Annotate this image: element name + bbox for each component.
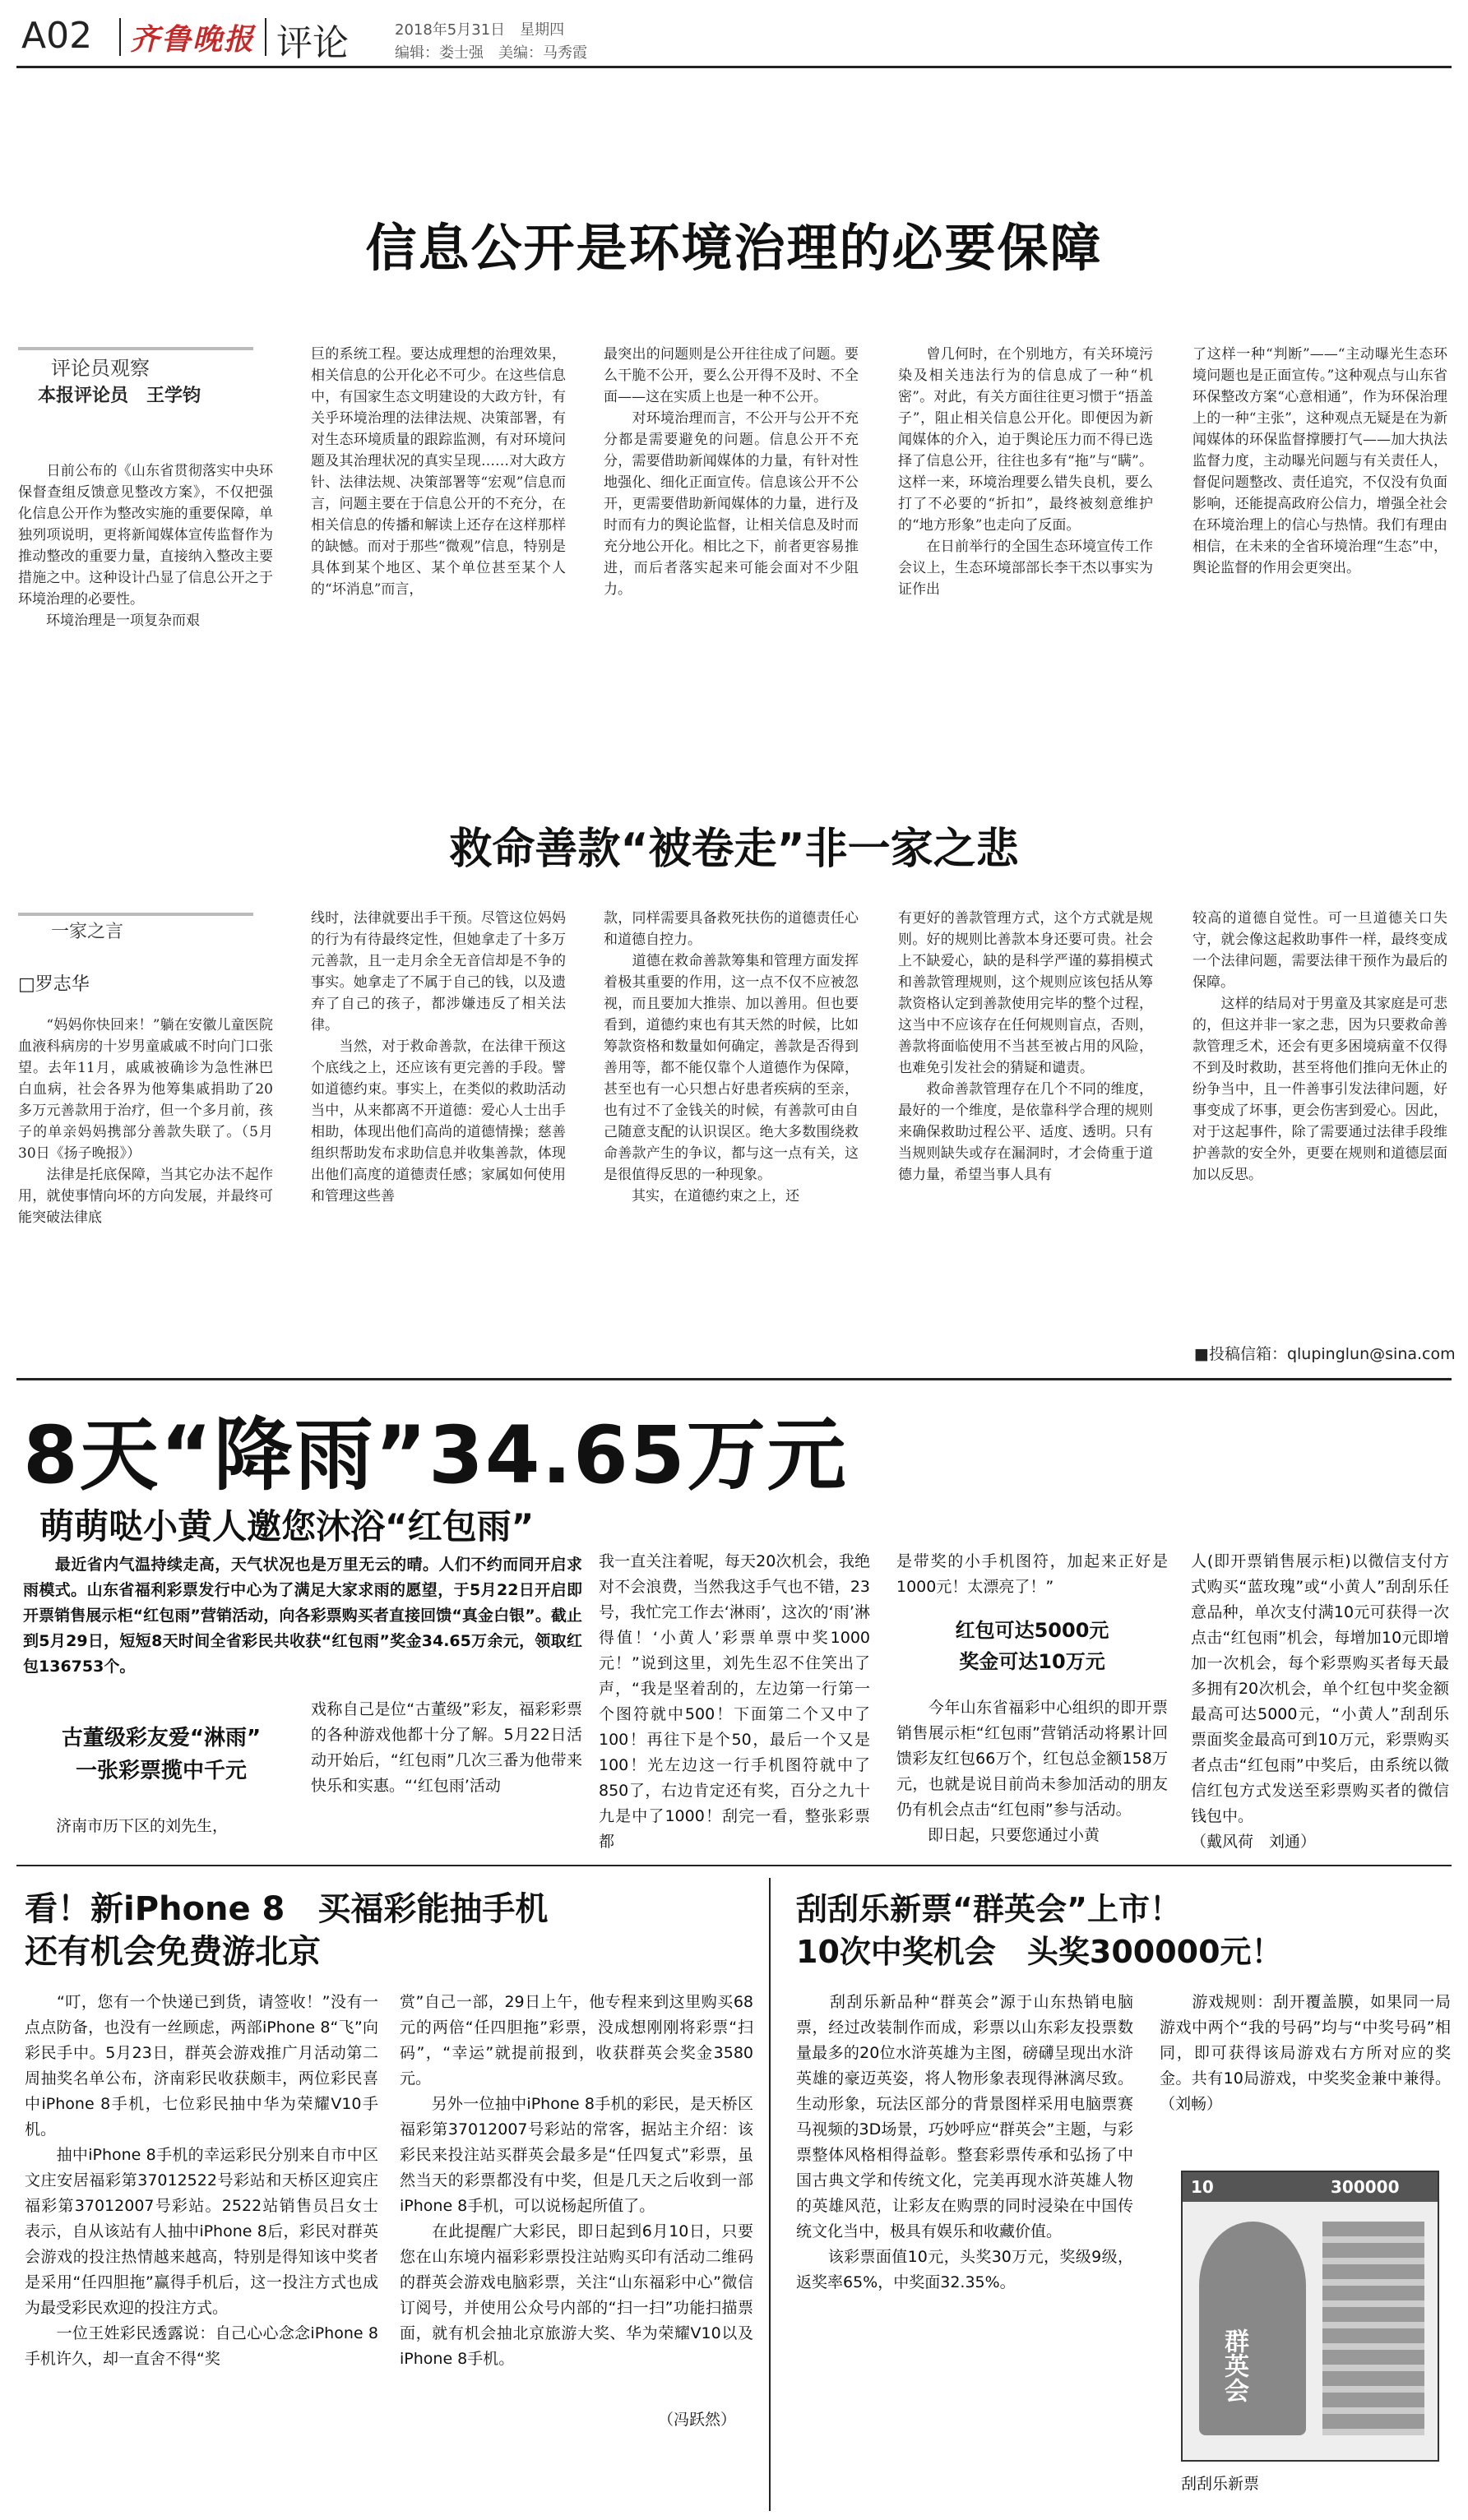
qunying-col-1: 刮刮乐新品种“群英会”源于山东热销电脑票，经过改装制作而成，彩票以山东彩友投票数量最多的20位水浒英雄为主图，磅礴呈现出水浒英雄的豪迈英姿，将人物形象表现得淋漓尽致。生动形象，玩法区部分的背景图样采用电脑票赛马视频的3D场景，巧妙呼应“群英会”主题，与彩票整体风格相得益彰。整套彩票传承和弘扬了中国古典文学和传统文化，完美再现水浒英雄人物的英雄风范，让彩友在购票的同时浸染在中国传统文化当中，极具有娱乐和收藏价值。 该彩票面值10元，头奖30万元，奖级9级，返奖率65%，中奖面32.35%。 xyxy=(796,1993,1133,2291)
article2-col-3: 款，同样需要具备救死扶伤的道德责任心和道德自控力。 道德在救命善款筹集和管理方面发挥着极其重要的作用，这一点不仅不应被忽视，而且要加大推崇、加以善用。但也要看到，道德约束也有其天然的时候，比如筹款资格和数量如何确定，善款是否得到善用等，都不能仅靠个人道德作为保障，甚至也有一心只想占好患者疾病的至亲，也有过不了金钱关的时候，有善款可由自己随意支配的认识误区。绝大多数围绕救命善款产生的争议，都与这一点有关，这是很值得反思的一种现象。 其实，在道德约束之上，还 xyxy=(604,910,859,1205)
lottery-col-3: 我一直关注着呢，每天20次机会，我绝对不会浪费，当然我这手气也不错，23号，我忙完工作去‘淋雨’，这次的‘雨’淋得值！‘小黄人’彩票单票中奖1000元！”说到这里，刘先生忍不住笑出了声，“我是坚着刮的，左边第一行第一个图符就中500！下面第二个又中了100！再往下是个50，最后一个又是100！光左边这一行手机图符就中了850了，右边肯定还有奖，百分之九十九是中了1000！刮完一看，整张彩票都 xyxy=(599,1552,870,1851)
ticket-name: 群英会 xyxy=(1220,2328,1248,2402)
lottery-lead: 最近省内气温持续走高，天气状况也是万里无云的晴。人们不约而同开启求雨模式。山东省福利彩票发行中心为了满足大家求雨的愿望，于5月22日开启即开票销售展示柜“红包雨”营销活动，向各彩票购买者直接回馈“真金白银”。截止到5月29日，短短8天时间全省彩民共收获“红包雨”奖金34.65万余元，领取红包136753个。 xyxy=(23,1556,582,1676)
article2-headline: 救命善款“被卷走”非一家之悲 xyxy=(449,825,1019,874)
lottery-subtitle: 萌萌哒小黄人邀您沐浴“红包雨” xyxy=(39,1506,535,1547)
ticket-caption: 刮刮乐新票 xyxy=(1181,2475,1260,2493)
ticket-header-band xyxy=(1183,2172,1438,2202)
article1-col-5: 了这样一种“判断”——“主动曝光生态环境问题也是正面宣传。”这种观点与山东省环保整改方案“心意相通”，作为环保治理上的一种“主张”，这种观点无疑是在为新闻媒体的环保监督撑腰打气——加大执法监督力度，主动曝光问题与有关责任人，督促问题整改、责任追究，不仅没有负面影响，还能提高政府公信力，增强全社会在环境治理上的信心与热情。我们有理由相信，在未来的全省环境治理“生态”中，舆论监督的作用会更突出。 xyxy=(1192,346,1447,576)
article2-col-1: “妈妈你快回来！”躺在安徽儿童医院血液科病房的十岁男童戚戚不时向门口张望。去年11月，戚戚被确诊为急性淋巴白血病，社会各界为他筹集戚捐助了20多万元善款用于治疗，但一个多月前，孩子的单亲妈妈携部分善款失联了。（5月30日《扬子晚报》） 法律是托底保障，当其它办法不起作用，就使事情向坏的方向发展，并最终可能突破法律底 xyxy=(18,1017,273,1226)
page-code: A02 xyxy=(21,15,93,57)
article1-headline: 信息公开是环境治理的必要保障 xyxy=(365,218,1103,278)
column-divider xyxy=(769,1878,771,2511)
header-divider xyxy=(119,18,121,56)
ticket-face-value: 10 xyxy=(1191,2177,1214,2197)
header-divider-2 xyxy=(265,18,266,56)
lottery-col-4a: 是带奖的小手机图符，加起来正好是1000元！太漂亮了！” xyxy=(896,1552,1168,1596)
article1-byline: 本报评论员 王学钧 xyxy=(38,386,201,406)
iphone-col-2: 赏”自己一部，29日上午，他专程来到这里购买68元的两倍“任四胆拖”彩票，没成想刚刚将彩票“扫码”，“幸运”就提前报到，收获群英会奖金3580元。 另外一位抽中iPhone 8手机的彩民，是天桥区福彩第37012007号彩站的常客，据站主介绍：该彩民来投注站买群英会最多是“任四复式”彩票，虽然当天的彩票都没有中奖，但是几天之后收到一部iPhone 8手机，可以说杨起所值了。 在此提醒广大彩民，即日起到6月10日，只要您在山东境内福彩彩票投注站购买印有活动二维码的群英会游戏电脑彩票，关注“山东福彩中心”微信订阅号，并使用公众号内部的“扫一扫”功能扫描票面，就有机会抽北京旅游大奖、华为荣耀V10以及iPhone 8手机。 xyxy=(400,1993,753,2368)
submission-email: ■投稿信箱：qlupinglun@sina.com xyxy=(1194,1345,1456,1363)
lottery-ticket-image xyxy=(1181,2171,1439,2462)
article1-col-4: 曾几何时，在个别地方，有关环境污染及相关违法行为的信息成了一种“机密”。对此，有关方面往往更习惯于“捂盖子”，阻止相关信息公开化。即便因为新闻媒体的介入，迫于舆论压力而不得已选择了信息公开，往往也多有“拖”与“瞒”。这样一来，环境治理要么错失良机，要么打了不必要的“折扣”，最终被刻意维护的“地方形象”也走向了反面。 在日前举行的全国生态环境宣传工作会议上，生态环境部部长李干杰以事实为证作出 xyxy=(898,346,1153,598)
article1-col-2: 巨的系统工程。要达成理想的治理效果，相关信息的公开化必不可少。在这些信息中，有国家生态文明建设的大政方针，有关乎环境治理的法律法规、决策部署，有对生态环境质量的跟踪监测，有对环境问题及其治理状况的真实呈现……对大政方针、法律法规、决策部署等“宏观”信息而言，问题主要在于信息公开的不充分，在相关信息的传播和解读上还存在这样那样的缺憾。而对于那些“微观”信息，特别是具体到某个地区、某个单位甚至某个人的“坏消息”而言， xyxy=(311,346,566,598)
ticket-play-area xyxy=(1322,2222,1424,2435)
lottery-col-4-subtitle: 红包可达5000元 奖金可达10万元 xyxy=(955,1619,1109,1673)
article2-col-2: 线时，法律就要出手干预。尽管这位妈妈的行为有待最终定性，但她拿走了十多万元善款，且一走月余全无音信却是不争的事实。她拿走了不属于自己的钱，以及遗弃了自己的孩子，都涉嫌违反了相关法律。 当然，对于救命善款，在法律干预这个底线之上，还应该有更完善的手段。譬如道德约束。事实上，在类似的救助活动当中，从来都离不开道德：爱心人士出手相助，体现出他们高尚的道德情操；慈善组织帮助发布求助信息并收集善款，体现出他们高度的道德责任感；家属如何使用和管理这些善 xyxy=(311,910,566,1205)
column-tag-bar-2 xyxy=(18,913,253,916)
editor-credits: 编辑：娄士强 美编：马秀霞 xyxy=(395,44,587,62)
article1-col-1: 日前公布的《山东省贯彻落实中央环保督查组反馈意见整改方案》，不仅把强化信息公开作为整改实施的重要保障，单独列项说明，更将新闻媒体宣传监督作为推动整改的重要力量，直接纳入整改主要措施之中。这种设计凸显了信息公开之于环境治理的必要性。 环境治理是一项复杂而艰 xyxy=(18,463,273,629)
lottery-col-4b: 今年山东省福彩中心组织的即开票销售展示柜“红包雨”营销活动将累计回馈彩友红包66万个，红包总金额158万元，也就是说目前尚未参加活动的朋友仍有机会点击“红包雨”参与活动。 即日起，只要您通过小黄 xyxy=(896,1699,1168,1844)
article2-col-4: 有更好的善款管理方式，这个方式就是规则。好的规则比善款本身还要可贵。社会上不缺爱心，缺的是科学严谨的募捐模式和善款管理规则，这个规则应该包括从筹款资格认定到善款使用完毕的整个过程，这当中不应该存在任何规则盲点，否则，善款将面临使用不当甚至被占用的风险，也难免引发社会的猜疑和谴责。 救命善款管理存在几个不同的维度，最好的一个维度，是依靠科学合理的规则来确保救助过程公平、适度、透明。只有当规则缺失或存在漏洞时，才会倚重于道德力量，希望当事人具有 xyxy=(898,910,1153,1183)
lottery-headline: 8天“降雨”34.65万元 xyxy=(23,1409,848,1501)
article1-column-tag: 评论员观察 xyxy=(51,357,150,380)
lottery-col-5: 人(即开票销售展示柜)以微信支付方式购买“蓝玫瑰”或“小黄人”刮刮乐任意品种，单次支付满10元可获得一次点击“红包雨”机会，每增加10元即增加一次机会，每个彩票购买者每天最多拥有20次机会，单个红包中奖金额最高可达5000元，“小黄人”刮刮乐票面奖金最高可到10万元，彩票购买者点击“红包雨”中奖后，由系统以微信红包方式发送至彩票购买者的微信钱包中。 （戴风荷 刘通） xyxy=(1191,1552,1449,1851)
ticket-top-prize: 300000 xyxy=(1331,2177,1400,2197)
lottery-sub1-para1: 济南市历下区的刘先生， xyxy=(25,1817,229,1835)
lottery-sub1-para2: 戏称自己是位“古董级”彩友，福彩彩票的各种游戏他都十分了解。5月22日活动开始后，“红包雨”几次三番为他带来快乐和实惠。“‘红包雨’活动 xyxy=(311,1700,582,1795)
masthead-brand: 齐鲁晚报 xyxy=(130,22,256,57)
header-rule xyxy=(16,66,1452,68)
iphone-headline: 看！新iPhone 8 买福彩能抽手机 还有机会免费游北京 xyxy=(25,1890,549,1971)
article2-byline: □罗志华 xyxy=(18,974,90,995)
iphone-col-1: “叮，您有一个快递已到货，请签收！”没有一点点防备，也没有一丝顾虑，两部iPhone 8“飞”向彩民手中。5月23日，群英会游戏推广月活动第二周抽奖名单公布，济南彩民收获颇丰，两位彩民喜中iPhone 8手机，七位彩民抽中华为荣耀V10手机。 抽中iPhone 8手机的幸运彩民分别来自市中区文庄安居福彩第37012522号彩站和天桥区迎宾庄福彩第37012007号彩站。2522站销售员吕女士表示，自从该站有人抽中iPhone 8后，彩民对群英会游戏的投注热情越来越高，特别是得知该中奖者是采用“任四胆拖”赢得手机后，这一投注方式也成为最受彩民欢迎的投注方式。 一位王姓彩民透露说：自己心心念念iPhone 8手机许久，却一直舍不得“奖 xyxy=(25,1993,378,2368)
article1-col-3: 最突出的问题则是公开往往成了问题。要么干脆不公开，要么公开得不及时、不全面——这在实质上也是一种不公开。 对环境治理而言，不公开与公开不充分都是需要避免的问题。信息公开不充分，需要借助新闻媒体的力量，有针对性地强化、细化正面宣传。信息该公开不公开，更需要借助新闻媒体的力量，进行及时而有力的舆论监督，让相关信息及时而充分地公开化。相比之下，前者更容易推进，而后者落实起来可能会面对不少阻力。 xyxy=(604,346,859,598)
qunying-col-2: 游戏规则：刮开覆盖膜，如果同一局游戏中两个“我的号码”均与“中奖号码”相同，即可获得该局游戏右方所对应的奖金。共有10局游戏，中奖奖金兼中兼得。（刘畅） xyxy=(1160,1993,1451,2113)
lottery-bottom-rule xyxy=(16,1865,1452,1866)
article2-col-5: 较高的道德自觉性。可一旦道德关口失守，就会像这起救助事件一样，最终变成一个法律问题，需要法律干预作为最后的保障。 这样的结局对于男童及其家庭是可悲的，但这并非一家之悲，因为只要救命善款管理乏术，还会有更多困境病童不仅得不到及时救助，甚至将他们推向无休止的纷争当中，且一件善事引发法律问题，好事变成了坏事，更会伤害到爱心。因此，对于这起事件，除了需要通过法律手段维护善款的安全外，更要在规则和道德层面加以反思。 xyxy=(1192,910,1447,1183)
iphone-credit: （冯跃然） xyxy=(658,2411,737,2429)
lottery-sub1-title: 古董级彩友爱“淋雨” 一张彩票揽中千元 xyxy=(61,1726,262,1783)
column-tag-bar xyxy=(18,347,253,350)
section-rule xyxy=(16,1378,1452,1380)
issue-date: 2018年5月31日 星期四 xyxy=(395,21,565,39)
article2-column-tag: 一家之言 xyxy=(51,922,124,942)
qunying-headline: 刮刮乐新票“群英会”上市！ 10次中奖机会 头奖300000元！ xyxy=(796,1891,1283,1970)
section-name: 评论 xyxy=(276,22,349,64)
